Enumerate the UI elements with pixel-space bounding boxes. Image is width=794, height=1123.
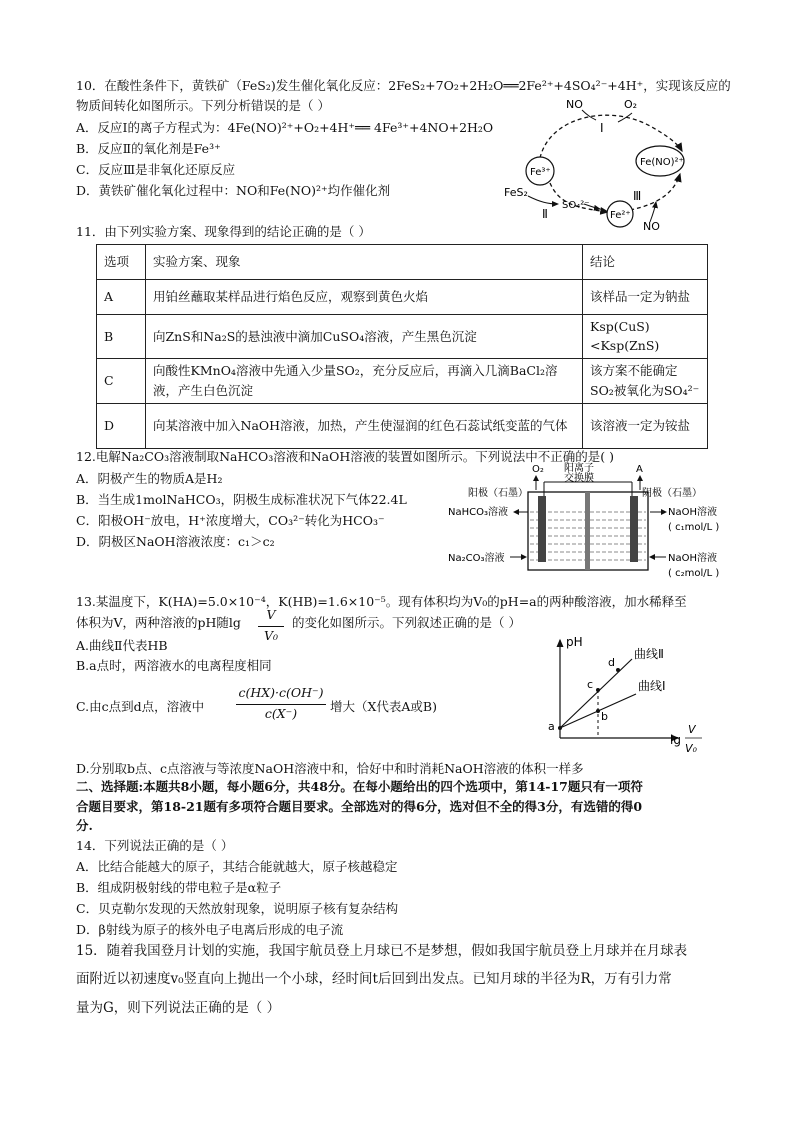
y-axis-label: pH (566, 635, 583, 649)
q13-c-numerator: c(HX)·c(OH⁻) (238, 685, 324, 700)
point-b-label: b (601, 710, 608, 723)
row-conclusion: 该溶液一定为铵盐 (583, 403, 708, 448)
q12-option-b: B．当生成1molNaHCO₃，阴极生成标准状况下气体22.4L (76, 492, 407, 507)
q13-c-denominator: c(X⁻) (264, 706, 298, 721)
q12-electrolysis-diagram (440, 462, 720, 584)
point-d-label: d (608, 656, 615, 669)
q10-stem-line2: 物质间转化如图所示。下列分析错误的是（ ） (76, 98, 330, 113)
q13-c-bar (236, 704, 326, 705)
curve-2-label: 曲线Ⅱ (634, 647, 664, 661)
point-c-label: c (587, 678, 594, 691)
point-c (596, 688, 600, 692)
q14-option-d: D．β射线为原子的核外电子电离后形成的电子流 (76, 922, 344, 937)
q10-stem-line1: 10．在酸性条件下，黄铁矿（FeS₂)发生催化氧化反应：2FeS₂+7O₂+2H₂O══2Fe²⁺+4SO₄²⁻+4H⁺，实现该反应的 (76, 78, 731, 93)
anode-electrode (538, 496, 546, 562)
c1-label: ( c₁mol/L ) (668, 522, 720, 533)
naoh-in-label: NaOH溶液 (668, 553, 717, 564)
q14-option-a: A．比结合能越大的原子，其结合能就越大，原子核越稳定 (76, 859, 398, 874)
q11-stem: 11．由下列实验方案、现象得到的结论正确的是（ ） (76, 224, 371, 239)
row-option: A (97, 280, 146, 315)
no-bottom-label: NO (643, 220, 660, 233)
q13-option-b: B.a点时，两溶液水的电离程度相同 (76, 658, 272, 673)
point-d (616, 668, 620, 672)
membrane-label-2: 交换膜 (564, 473, 594, 484)
q13-stem-line1: 13.某温度下，K(HA)=5.0×10⁻⁴，K(HB)=1.6×10⁻⁵。现有体积均为V₀的pH=a的两种酸溶液，加水稀释至 (76, 594, 687, 609)
table-row (97, 403, 708, 448)
nahco3-label: NaHCO₃溶液 (448, 507, 508, 518)
na2co3-label: Na₂CO₃溶液 (448, 553, 505, 564)
no-top-label: NO (566, 98, 583, 111)
row-plan: 用铂丝蘸取某样品进行焰色反应，观察到黄色火焰 (146, 280, 583, 315)
row-conclusion: Ksp(CuS)<Ksp(ZnS) (583, 315, 708, 359)
q15-line3: 量为G，则下列说法正确的是（ ） (76, 1000, 281, 1016)
reaction-1-label: Ⅰ (600, 121, 604, 135)
row-plan: 向ZnS和Na₂S的悬浊液中滴加CuSO₄溶液，产生黑色沉淀 (146, 315, 583, 359)
x-axis-label-num: V (688, 723, 696, 736)
q13-ph-graph (540, 632, 720, 762)
q14-option-b: B．组成阴极射线的带电粒子是α粒子 (76, 880, 282, 895)
table-row (97, 358, 708, 403)
fe3-label: Fe³⁺ (530, 167, 551, 178)
q13-stem-line2a: 体积为V，两种溶液的pH随lg (76, 615, 241, 630)
o2-label: O₂ (624, 98, 638, 111)
feno-label: Fe(NO)²⁺ (640, 157, 684, 168)
q14-option-c: C．贝克勒尔发现的天然放射现象，说明原子核有复杂结构 (76, 901, 399, 916)
a-output-label: A (636, 464, 643, 475)
naoh-out-label: NaOH溶液 (668, 507, 717, 518)
q10-option-c: C．反应Ⅲ是非氧化还原反应 (76, 162, 236, 177)
q12-option-c: C．阳极OH⁻放电，H⁺浓度增大，CO₃²⁻转化为HCO₃⁻ (76, 513, 385, 528)
x-axis-label-lg: lg (670, 733, 681, 747)
q11-table (96, 244, 708, 449)
anode-label: 阳极（石墨） (468, 488, 528, 499)
row-option: B (97, 315, 146, 359)
q10-option-a: A．反应Ⅰ的离子方程式为：4Fe(NO)²⁺+O₂+4H⁺══ 4Fe³⁺+4NO+2H₂O (76, 120, 494, 135)
q10-option-b: B．反应Ⅱ的氧化剂是Fe³⁺ (76, 141, 221, 156)
table-row (97, 280, 708, 315)
q10-cycle-diagram (500, 96, 720, 238)
section2-line2: 合题目要求，第18-21题有多项符合题目要求。全部选对的得6分，选对但不全的得3分，有选错的得0 (76, 799, 643, 814)
fe2-label: Fe²⁺ (610, 210, 631, 221)
section2-line3: 分. (76, 818, 93, 833)
cathode-electrode (630, 496, 638, 562)
curve-2-line (560, 659, 632, 728)
c2-label: ( c₂mol/L ) (668, 568, 720, 579)
q13-option-c-post: 增大（X代表A或B) (330, 699, 437, 714)
row-plan: 向某溶液中加入NaOH溶液，加热，产生使湿润的红色石蕊试纸变蓝的气体 (146, 403, 583, 448)
row-option: C (97, 358, 146, 403)
exchange-membrane (585, 492, 590, 570)
so4-label: SO₄²⁻ (562, 200, 590, 211)
header-conclusion: 结论 (583, 245, 708, 280)
reaction-2-label: Ⅱ (542, 207, 548, 221)
row-conclusion: 该方案不能确定SO₂被氧化为SO₄²⁻ (583, 358, 708, 403)
q10-option-d: D．黄铁矿催化氧化过程中：NO和Fe(NO)²⁺均作催化剂 (76, 183, 391, 198)
q13-frac-den: V₀ (263, 628, 279, 643)
q12-option-d: D．阴极区NaOH溶液浓度：c₁＞c₂ (76, 534, 275, 549)
point-a (558, 726, 562, 730)
q12-stem: 12.电解Na₂CO₃溶液制取NaHCO₃溶液和NaOH溶液的装置如图所示。下列说法中不正确的是( ) (76, 449, 614, 464)
q13-frac-bar (258, 626, 284, 627)
o2-output-label: O₂ (532, 464, 544, 475)
header-option: 选项 (97, 245, 146, 280)
fes2-label: FeS₂ (504, 186, 528, 199)
q13-option-d: D.分别取b点、c点溶液与等浓度NaOH溶液中和，恰好中和时消耗NaOH溶液的体积一样多 (76, 761, 584, 776)
x-axis-label-den: V₀ (685, 742, 697, 755)
row-conclusion: 该样品一定为钠盐 (583, 280, 708, 315)
q15-line1: 15．随着我国登月计划的实施，我国宇航员登上月球已不是梦想，假如我国宇航员登上月球并在月球表 (76, 943, 688, 959)
point-b (596, 709, 600, 713)
table-header-row (97, 245, 708, 280)
cathode-label: 阴极（石墨） (642, 488, 702, 499)
q15-line2: 面附近以初速度v₀竖直向上抛出一个小球，经时间t后回到出发点。已知月球的半径为R，万有引力常 (76, 971, 672, 987)
section2-line1: 二、选择题:本题共8小题，每小题6分，共48分。在每小题给出的四个选项中，第14-17题只有一项符 (76, 779, 643, 794)
point-a-label: a (548, 720, 555, 733)
row-option: D (97, 403, 146, 448)
curve-1-label: 曲线Ⅰ (638, 679, 666, 693)
q13-stem-line2b: 的变化如图所示。下列叙述正确的是（ ） (292, 615, 521, 630)
q14-stem: 14．下列说法正确的是（ ） (76, 838, 234, 853)
q13-option-a: A.曲线Ⅱ代表HB (76, 638, 168, 653)
membrane-label-1: 阳离子 (564, 463, 594, 474)
reaction-3-label: Ⅲ (633, 189, 642, 203)
q13-option-c-pre: C.由c点到d点，溶液中 (76, 699, 205, 714)
header-plan: 实验方案、现象 (146, 245, 583, 280)
q13-frac-num: V (266, 607, 276, 622)
q12-option-a: A．阴极产生的物质A是H₂ (76, 471, 223, 486)
row-plan: 向酸性KMnO₄溶液中先通入少量SO₂，充分反应后，再滴入几滴BaCl₂溶液，产生白色沉淀 (146, 358, 583, 403)
table-row (97, 315, 708, 359)
